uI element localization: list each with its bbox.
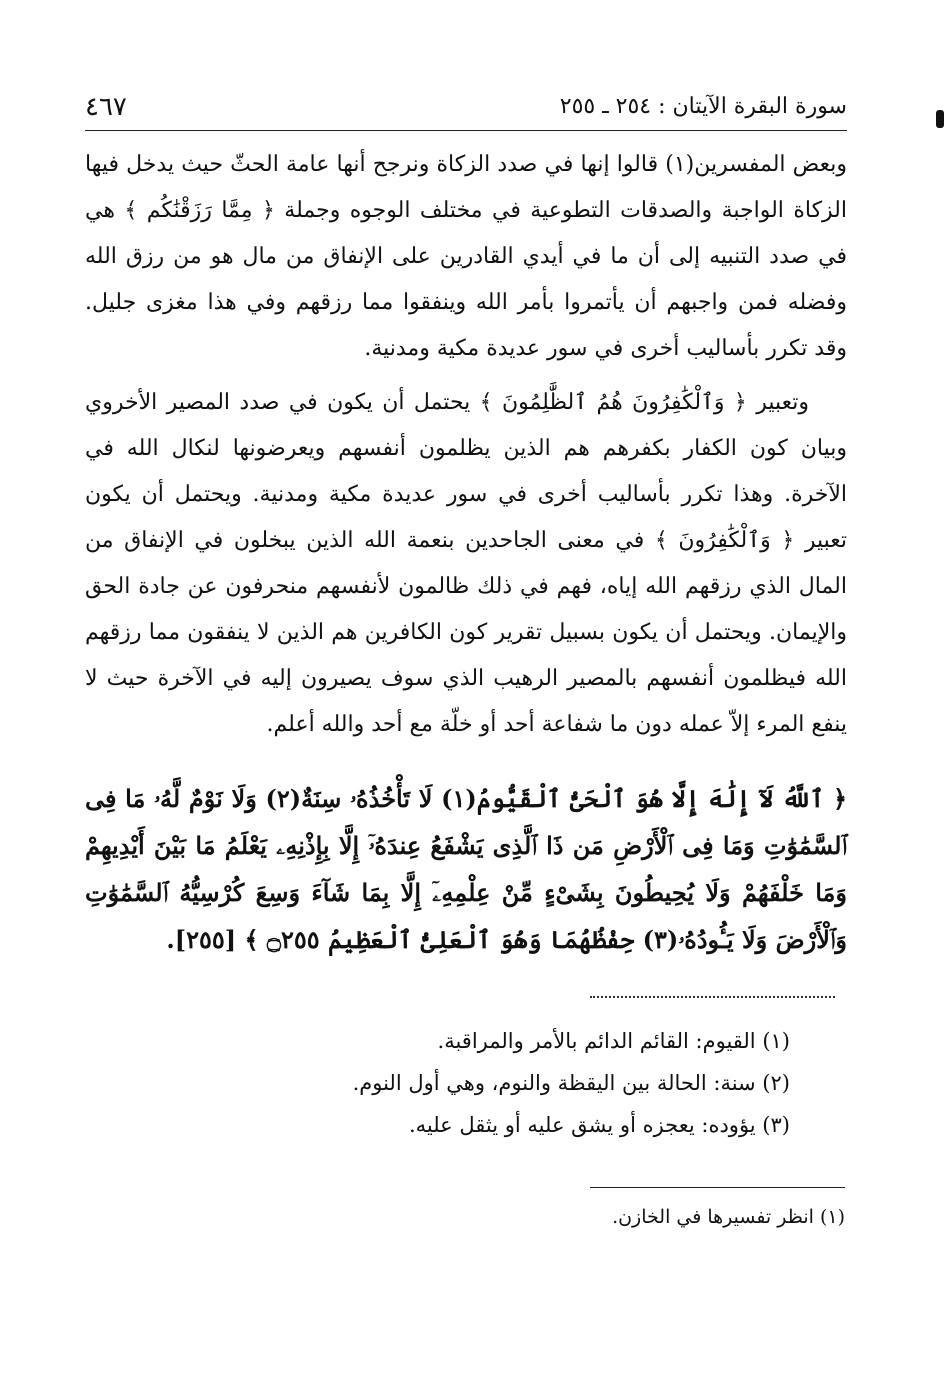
dotted-separator xyxy=(590,996,835,998)
header-title: سورة البقرة الآيتان : ٢٥٤ ـ ٢٥٥ xyxy=(559,94,847,119)
page-edge-mark xyxy=(936,110,944,128)
page-number: ٤٦٧ xyxy=(85,92,127,122)
footnote-divider xyxy=(590,1187,845,1188)
gloss-item: (٢) سنة: الحالة بين اليقظة والنوم، وهي أول النوم. xyxy=(352,1071,790,1095)
footnote: (١) انظر تفسيرها في الخازن. xyxy=(612,1206,845,1228)
verse-glosses xyxy=(85,1020,790,1146)
verse-block: ﴿ ٱللَّهُ لَآ إِلَٰهَ إِلَّا هُوَ ٱلْحَىُّ ٱلْقَيُّومُ(١) لَا تَأْخُذُهُۥ سِنَةٌ(٢) وَلَا نَوْمٌ لَّهُۥ مَا فِى ٱلسَّمَٰوَٰتِ وَمَا فِى ٱلْأَرْضِ مَن ذَا ٱلَّذِى يَشْفَعُ عِندَهُۥٓ إِلَّا بِإِذْنِهِۦ يَعْلَمُ مَا بَيْنَ أَيْدِيهِمْ وَمَا خَلْفَهُمْ وَلَا يُحِيطُونَ بِشَىْءٍ مِّنْ عِلْمِهِۦٓ إِلَّا بِمَا شَآءَ وَسِعَ كُرْسِيُّهُ ٱلسَّمَٰوَٰتِ وَٱلْأَرْضَ وَلَا يَـُٔودُهُۥ(٣) حِفْظُهُمَا وَهُوَ ٱلْعَلِىُّ ٱلْعَظِيمُ ۝٢٥٥ ﴾ [٢٥٥]. xyxy=(85,784,848,954)
header-divider xyxy=(85,130,847,131)
commentary-text xyxy=(85,142,847,748)
paragraph-1: وبعض المفسرين(١) قالوا إنها في صدد الزكاة ونرجح أنها عامة الحثّ حيث يدخل فيها الزكاة الواجبة والصدقات التطوعية في مختلف الوجوه وجملة ﴿ مِمَّا رَزَقْنَٰكُم ﴾ هي في صدد التنبيه إلى أن ما في أيدي القادرين على الإنفاق من مال هو من رزق الله وفضله فمن واجبهم أن يأتمروا بأمر الله وينفقوا مما رزقهم وفي هذا مغزى جليل. وقد تكرر بأساليب أخرى في سور عديدة مكية ومدنية. xyxy=(85,152,847,361)
paragraph-2: وتعبير ﴿ وَٱلْكَٰفِرُونَ هُمُ ٱلظَّٰلِمُونَ ﴾ يحتمل أن يكون في صدد المصير الأخروي وبيان كون الكفار بكفرهم هم الذين يظلمون أنفسهم ويعرضونها لنكال الله في الآخرة. وهذا تكرر بأساليب أخرى في سور عديدة مكية ومدنية. ويحتمل أن يكون تعبير ﴿ وَٱلْكَٰفِرُونَ ﴾ في معنى الجاحدين بنعمة الله الذين يبخلون في الإنفاق من المال الذي رزقهم الله إياه، فهم في ذلك ظالمون لأنفسهم منحرفون عن جادة الحق والإيمان. ويحتمل أن يكون بسبيل تقرير كون الكافرين هم الذين لا ينفقون مما رزقهم الله فيظلمون أنفسهم بالمصير الرهيب الذي سوف يصيرون إليه في الآخرة حيث لا ينفع المرء إلاّ عمله دون ما شفاعة أحد أو خلّة مع أحد والله أعلم. xyxy=(85,390,847,737)
gloss-item: (٣) يؤوده: يعجزه أو يشق عليه أو يثقل عليه. xyxy=(408,1113,790,1137)
gloss-item: (١) القيوم: القائم الدائم بالأمر والمراقبة. xyxy=(437,1029,790,1053)
running-header xyxy=(85,92,847,128)
